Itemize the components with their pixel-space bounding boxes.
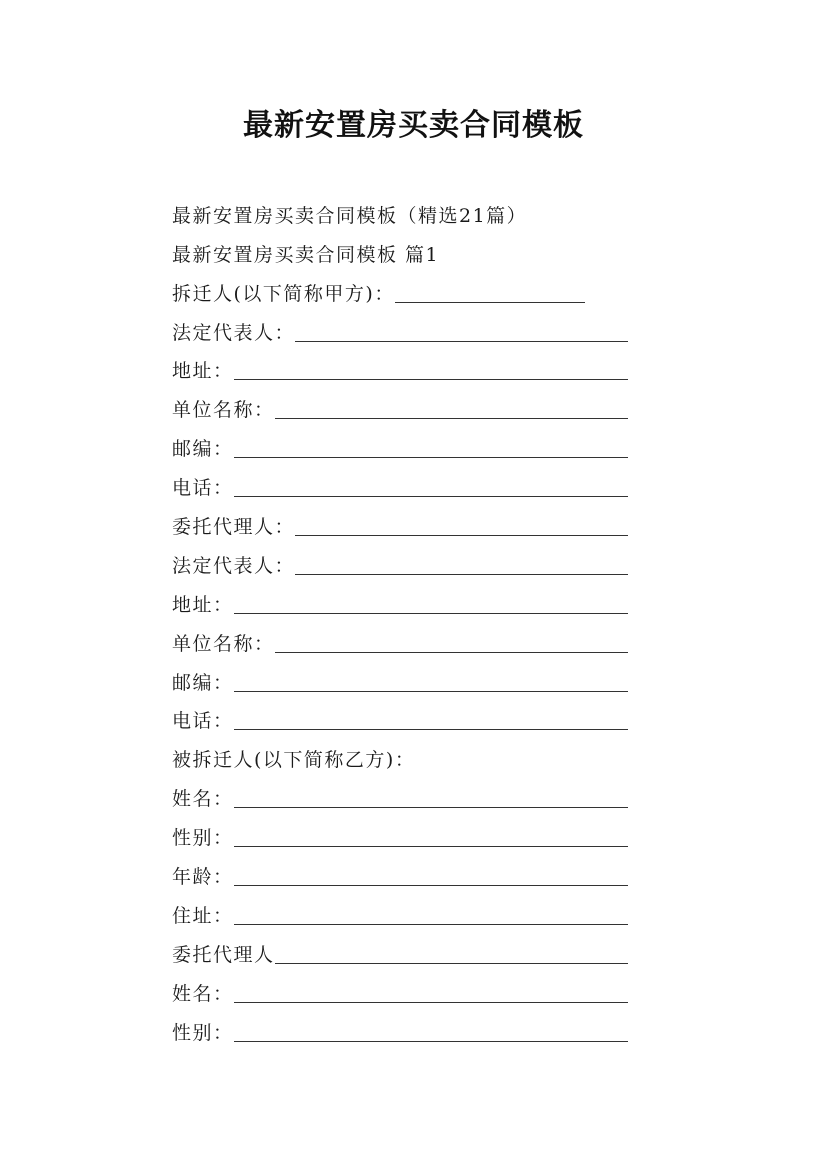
contract-line bbox=[172, 348, 628, 387]
document-title: 最新安置房买卖合同模板 bbox=[243, 108, 584, 143]
fill-in-blank[interactable] bbox=[275, 962, 628, 964]
line-label: 法定代表人： bbox=[172, 321, 296, 344]
line-label: 住址： bbox=[172, 904, 234, 927]
line-label: 拆迁人(以下简称甲方)： bbox=[172, 282, 395, 305]
line-label: 单位名称： bbox=[172, 632, 275, 655]
contract-line bbox=[172, 270, 628, 309]
line-label: 性别： bbox=[172, 827, 234, 850]
fill-in-blank[interactable] bbox=[234, 884, 628, 886]
fill-in-blank[interactable] bbox=[234, 845, 628, 847]
line-label: 姓名： bbox=[172, 982, 234, 1005]
fill-in-blank[interactable] bbox=[275, 417, 628, 419]
line-label: 单位名称： bbox=[172, 399, 275, 422]
contract-line bbox=[172, 814, 628, 853]
line-label: 地址： bbox=[172, 360, 234, 383]
fill-in-blank[interactable] bbox=[295, 534, 628, 536]
contract-line bbox=[172, 581, 628, 620]
contract-line bbox=[172, 892, 628, 931]
contract-line bbox=[172, 736, 628, 775]
contract-line bbox=[172, 503, 628, 542]
contract-line bbox=[172, 970, 628, 1009]
contract-line bbox=[172, 659, 628, 698]
line-label: 法定代表人： bbox=[172, 554, 296, 577]
line-label: 电话： bbox=[172, 710, 234, 733]
fill-in-blank[interactable] bbox=[234, 806, 628, 808]
fill-in-blank[interactable] bbox=[234, 612, 628, 614]
fill-in-blank[interactable] bbox=[234, 456, 628, 458]
contract-line bbox=[172, 1009, 628, 1048]
line-label: 姓名： bbox=[172, 788, 234, 811]
line-label: 邮编： bbox=[172, 671, 234, 694]
line-label: 委托代理人 bbox=[172, 943, 275, 966]
line-label: 最新安置房买卖合同模板（精选21篇） bbox=[172, 204, 528, 227]
line-label: 地址： bbox=[172, 593, 234, 616]
line-label: 电话： bbox=[172, 477, 234, 500]
line-label: 年龄： bbox=[172, 866, 234, 889]
fill-in-blank[interactable] bbox=[234, 495, 628, 497]
fill-in-blank[interactable] bbox=[234, 690, 628, 692]
fill-in-blank[interactable] bbox=[234, 728, 628, 730]
contract-line bbox=[172, 386, 628, 425]
fill-in-blank[interactable] bbox=[234, 923, 628, 925]
contract-line bbox=[172, 231, 628, 270]
fill-in-blank[interactable] bbox=[234, 1001, 628, 1003]
contract-line bbox=[172, 192, 628, 231]
contract-line bbox=[172, 425, 628, 464]
contract-line bbox=[172, 464, 628, 503]
fill-in-blank[interactable] bbox=[295, 340, 628, 342]
contract-line bbox=[172, 309, 628, 348]
fill-in-blank[interactable] bbox=[234, 1040, 628, 1042]
line-label: 邮编： bbox=[172, 438, 234, 461]
contract-line bbox=[172, 931, 628, 970]
contract-body bbox=[172, 192, 628, 1048]
contract-line bbox=[172, 542, 628, 581]
line-label: 最新安置房买卖合同模板 篇1 bbox=[172, 243, 440, 266]
contract-line bbox=[172, 775, 628, 814]
fill-in-blank[interactable] bbox=[395, 301, 585, 303]
fill-in-blank[interactable] bbox=[275, 651, 628, 653]
fill-in-blank[interactable] bbox=[295, 573, 628, 575]
line-label: 委托代理人： bbox=[172, 516, 296, 539]
contract-line bbox=[172, 620, 628, 659]
line-label: 被拆迁人(以下简称乙方)： bbox=[172, 749, 416, 772]
fill-in-blank[interactable] bbox=[234, 378, 628, 380]
contract-line bbox=[172, 853, 628, 892]
contract-line bbox=[172, 698, 628, 737]
line-label: 性别： bbox=[172, 1021, 234, 1044]
